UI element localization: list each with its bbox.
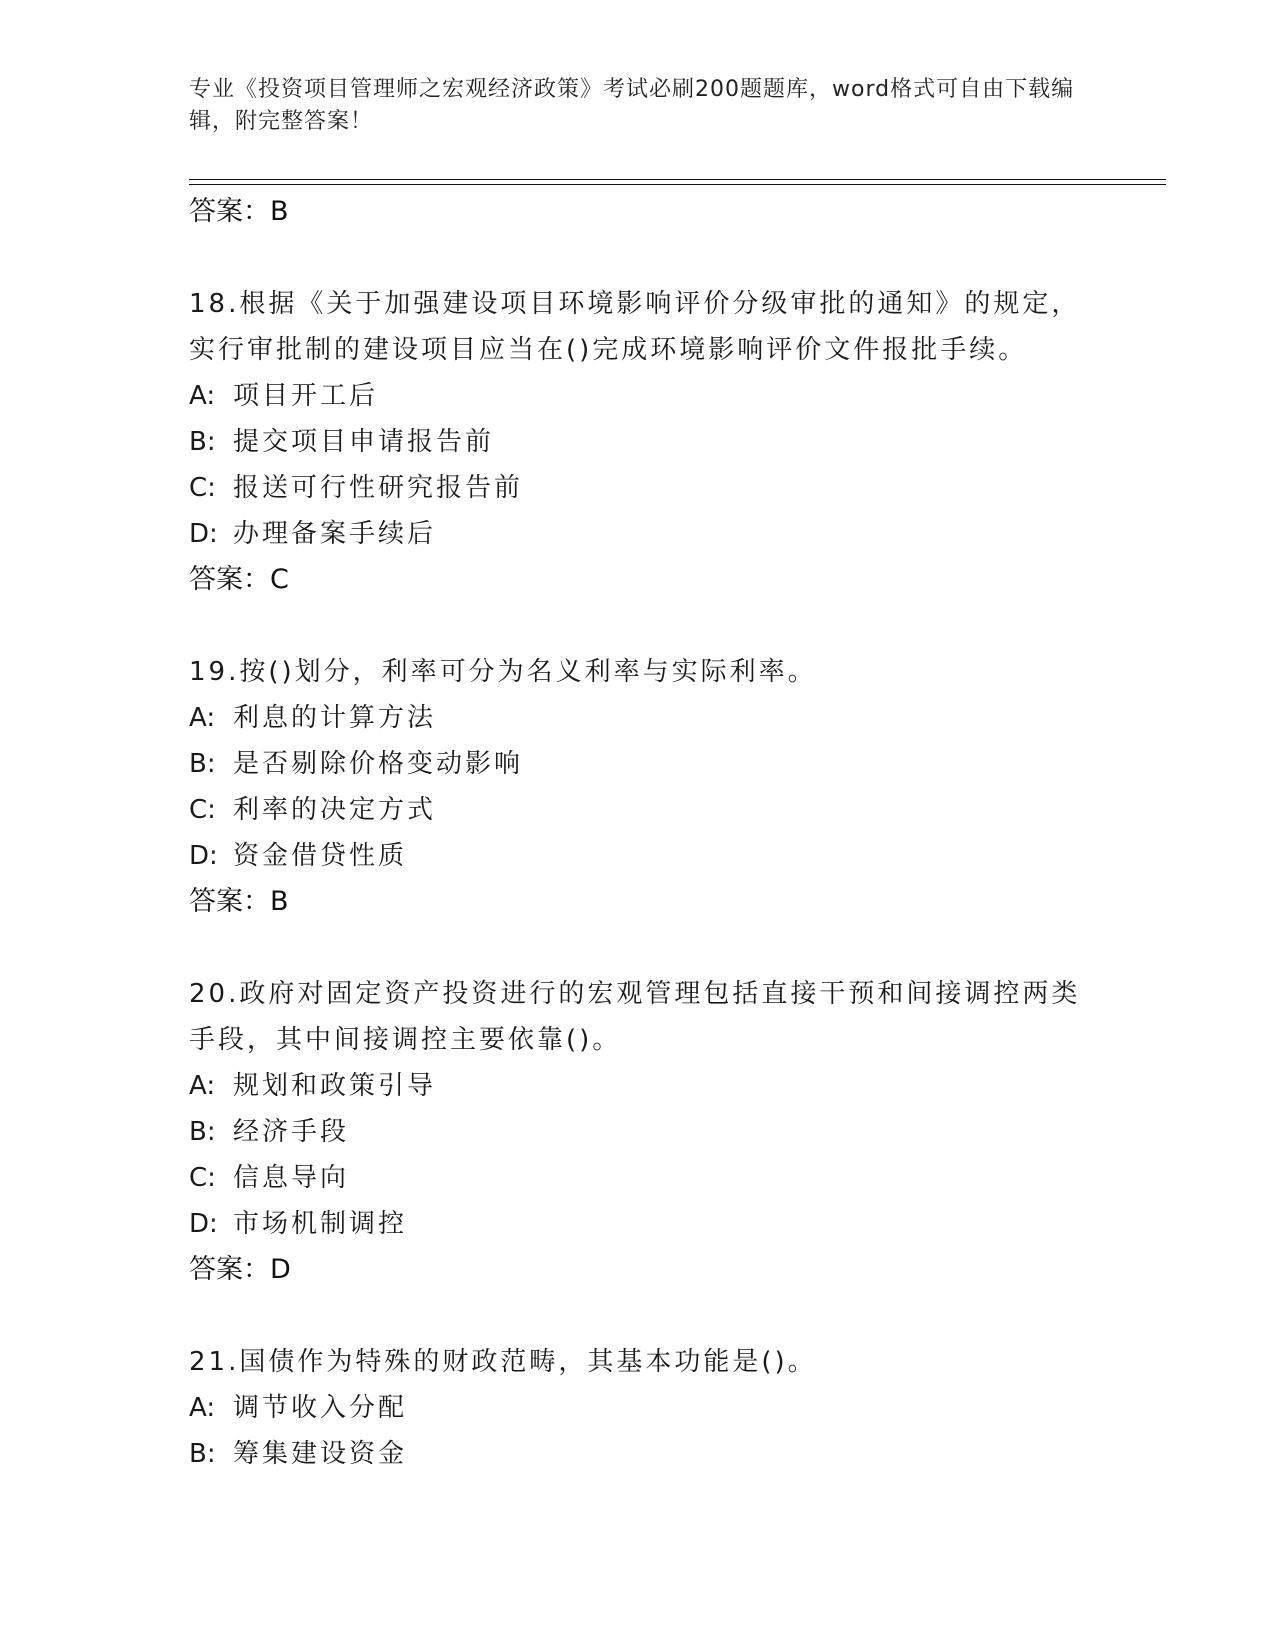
answer-line: 答案：C (189, 564, 289, 595)
option-text: 规划和政策引导 (233, 1071, 437, 1101)
answer-line: 答案：D (189, 1254, 291, 1285)
option-key: C: (189, 795, 216, 825)
option-b (189, 1431, 1089, 1477)
answer-line: 答案：B (189, 886, 289, 917)
option-key: C: (189, 1163, 216, 1193)
option-d (189, 1201, 1089, 1247)
option-text: 资金借贷性质 (233, 841, 408, 871)
option-d (189, 833, 1089, 879)
option-text: 利息的计算方法 (233, 703, 437, 733)
option-d (189, 511, 1089, 557)
option-key: B: (189, 1117, 216, 1147)
option-key: C: (189, 473, 216, 503)
option-a (189, 1063, 1089, 1109)
option-a (189, 695, 1089, 741)
option-b (189, 741, 1089, 787)
option-key: A: (189, 381, 216, 411)
option-text: 筹集建设资金 (233, 1439, 408, 1469)
header-divider-secondary (189, 184, 1166, 185)
option-text: 利率的决定方式 (233, 795, 437, 825)
option-text: 调节收入分配 (233, 1393, 408, 1423)
option-key: D: (189, 1209, 218, 1239)
question-text: 21.国债作为特殊的财政范畴，其基本功能是()。 (189, 1347, 817, 1377)
option-a (189, 1385, 1089, 1431)
option-b (189, 419, 1089, 465)
document-header: 专业《投资项目管理师之宏观经济政策》考试必刷200题题库，word格式可自由下载编辑，附完整答案！ (189, 77, 1075, 134)
option-text: 提交项目申请报告前 (233, 427, 495, 457)
option-text: 是否剔除价格变动影响 (233, 749, 524, 779)
option-key: B: (189, 749, 216, 779)
option-key: B: (189, 427, 216, 457)
option-key: A: (189, 1071, 216, 1101)
option-a (189, 373, 1089, 419)
option-text: 经济手段 (233, 1117, 350, 1147)
option-c (189, 1155, 1089, 1201)
question-item (189, 971, 1089, 1293)
option-c (189, 465, 1089, 511)
option-text: 办理备案手续后 (233, 519, 437, 549)
option-text: 市场机制调控 (233, 1209, 408, 1239)
option-c (189, 787, 1089, 833)
question-list (189, 189, 1089, 1477)
question-item (189, 649, 1089, 925)
option-key: B: (189, 1439, 216, 1469)
option-text: 项目开工后 (233, 381, 379, 411)
question-text: 20.政府对固定资产投资进行的宏观管理包括直接干预和间接调控两类手段，其中间接调控主要依靠()。 (189, 979, 1081, 1055)
option-key: A: (189, 1393, 216, 1423)
header-divider (189, 179, 1166, 180)
question-item (189, 1339, 1089, 1477)
option-key: D: (189, 519, 218, 549)
answer-line: 答案：B (189, 196, 289, 227)
question-item (189, 281, 1089, 603)
option-text: 信息导向 (233, 1163, 350, 1193)
option-b (189, 1109, 1089, 1155)
question-text: 18.根据《关于加强建设项目环境影响评价分级审批的通知》的规定，实行审批制的建设项目应当在()完成环境影响评价文件报批手续。 (189, 289, 1081, 365)
option-key: A: (189, 703, 216, 733)
option-key: D: (189, 841, 218, 871)
question-text: 19.按()划分，利率可分为名义利率与实际利率。 (189, 657, 817, 687)
option-text: 报送可行性研究报告前 (233, 473, 524, 503)
